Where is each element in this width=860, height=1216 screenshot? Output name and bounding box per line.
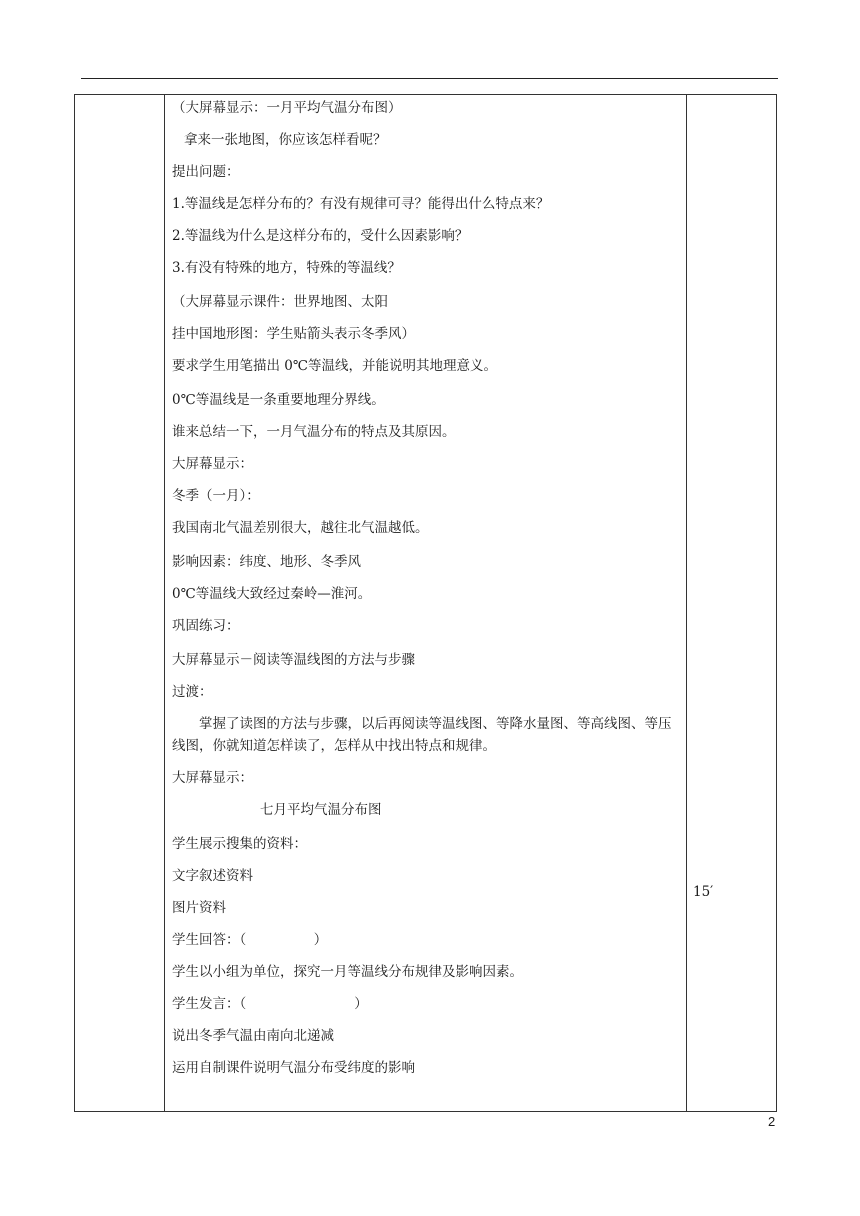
content-line: 学生发言：（ ）: [172, 996, 368, 1012]
content-line: 图片资料: [172, 900, 226, 916]
content-line: 大屏幕显示－阅读等温线图的方法与步骤: [172, 652, 415, 668]
page-number: 2: [768, 1114, 776, 1129]
content-line: （大屏幕显示：一月平均气温分布图）: [172, 100, 402, 116]
content-line: 2.等温线为什么是这样分布的，受什么因素影响？: [172, 228, 469, 244]
header-rule: [81, 78, 778, 79]
time-allocation: 15′: [693, 884, 714, 900]
content-line: 说出冬季气温由南向北递减: [172, 1028, 334, 1044]
content-line: 过渡：: [172, 684, 213, 700]
content-line: 学生展示搜集的资料：: [172, 836, 307, 852]
content-line: 谁来总结一下，一月气温分布的特点及其原因。: [172, 424, 456, 440]
content-line: 拿来一张地图，你应该怎样看呢？: [184, 132, 387, 148]
content-line: 影响因素：纬度、地形、冬季风: [172, 554, 361, 570]
content-line: 0℃等温线是一条重要地理分界线。: [172, 392, 385, 408]
column-divider-left: [164, 94, 165, 1112]
content-line: 3.有没有特殊的地方，特殊的等温线？: [172, 260, 401, 276]
content-line: 0℃等温线大致经过秦岭—淮河。: [172, 586, 372, 602]
content-line: 学生回答：（ ）: [172, 932, 328, 948]
content-line: 大屏幕显示：: [172, 770, 253, 786]
content-line: 文字叙述资料: [172, 868, 253, 884]
content-line: 冬季（一月）：: [172, 488, 260, 504]
content-line: 我国南北气温差别很大，越往北气温越低。: [172, 520, 429, 536]
content-line: 要求学生用笔描出 0℃等温线，并能说明其地理意义。: [172, 358, 497, 374]
content-line: 巩固练习：: [172, 618, 240, 634]
content-line: 七月平均气温分布图: [260, 802, 382, 818]
content-line: 1.等温线是怎样分布的？有没有规律可寻？能得出什么特点来？: [172, 196, 550, 212]
content-line: 提出问题：: [172, 164, 240, 180]
content-line: 学生以小组为单位，探究一月等温线分布规律及影响因素。: [172, 964, 523, 980]
column-divider-right: [686, 94, 687, 1112]
content-line: 大屏幕显示：: [172, 456, 253, 472]
content-line: 运用自制课件说明气温分布受纬度的影响: [172, 1060, 415, 1076]
content-line: （大屏幕显示课件：世界地图、太阳: [172, 294, 388, 310]
content-paragraph: 掌握了读图的方法与步骤，以后再阅读等温线图、等降水量图、等高线图、等压线图，你就知道怎样读了，怎样从中找出特点和规律。: [172, 716, 672, 754]
content-line: 挂中国地形图：学生贴箭头表示冬季风）: [172, 326, 415, 342]
